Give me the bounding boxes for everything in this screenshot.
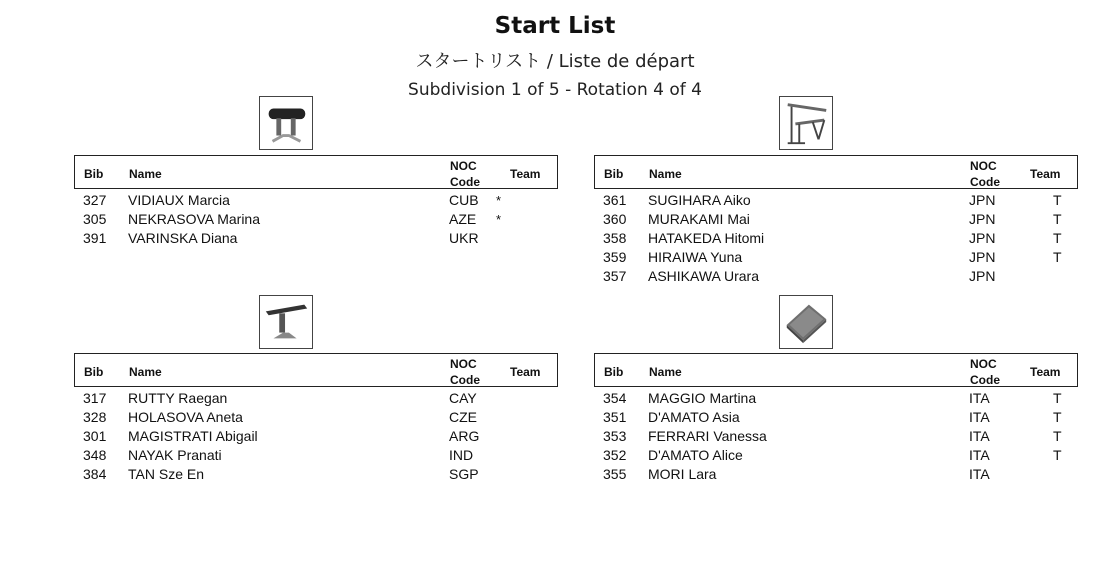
bib-cell: 355 (603, 466, 627, 482)
name-cell: NEKRASOVA Marina (128, 211, 261, 227)
team-marker: T (1053, 192, 1062, 208)
bib-cell: 317 (83, 390, 107, 406)
bib-column-header: Bib (84, 365, 104, 379)
table-row (594, 408, 1078, 427)
noc-cell: ITA (969, 466, 990, 482)
noc-cell: CUB (449, 192, 479, 208)
bib-cell: 328 (83, 409, 107, 425)
table-row (594, 267, 1078, 286)
name-column-header: Name (129, 167, 162, 181)
name-column-header: Name (649, 365, 682, 379)
table-row (74, 229, 558, 248)
noc-cell: CAY (449, 390, 477, 406)
noc-cell: ITA (969, 447, 990, 463)
noc-cell: IND (449, 447, 474, 463)
code-label: Code (970, 373, 1000, 387)
code-label: Code (970, 175, 1000, 189)
table-header (594, 155, 1078, 189)
noc-label: NOC (970, 357, 997, 371)
table-header (74, 353, 558, 387)
name-cell: RUTTY Raegan (128, 390, 228, 406)
team-marker: * (496, 212, 502, 227)
table-row (74, 389, 558, 408)
name-cell: D'AMATO Asia (648, 409, 740, 425)
table-row (74, 191, 558, 210)
table-row (594, 389, 1078, 408)
table-row (594, 248, 1078, 267)
name-cell: NAYAK Pranati (128, 447, 222, 463)
table-row (74, 210, 558, 229)
noc-code-column-header (450, 158, 480, 190)
page-subtitle: スタートリスト / Liste de départ (415, 51, 695, 72)
bib-cell: 354 (603, 390, 627, 406)
team-column-header: Team (1030, 167, 1061, 181)
noc-cell: JPN (969, 249, 996, 265)
team-marker: T (1053, 249, 1062, 265)
noc-label: NOC (450, 159, 477, 173)
noc-cell: UKR (449, 230, 479, 246)
bib-cell: 327 (83, 192, 107, 208)
pommel-horse-icon (259, 96, 313, 150)
start-list-panel-balance-beam (74, 353, 558, 484)
name-cell: VIDIAUX Marcia (128, 192, 230, 208)
table-row (74, 427, 558, 446)
name-cell: FERRARI Vanessa (648, 428, 767, 444)
bib-cell: 348 (83, 447, 107, 463)
name-column-header: Name (649, 167, 682, 181)
name-cell: HIRAIWA Yuna (648, 249, 743, 265)
noc-label: NOC (450, 357, 477, 371)
balance-beam-icon (259, 295, 313, 349)
bib-cell: 359 (603, 249, 627, 265)
table-row (594, 191, 1078, 210)
code-label: Code (450, 175, 480, 189)
bib-cell: 352 (603, 447, 627, 463)
team-column-header: Team (1030, 365, 1061, 379)
subdivision-rotation: Subdivision 1 of 5 - Rotation 4 of 4 (408, 80, 702, 100)
name-cell: MAGISTRATI Abigail (128, 428, 258, 444)
noc-cell: JPN (969, 211, 996, 227)
noc-cell: ITA (969, 409, 990, 425)
table-row (594, 210, 1078, 229)
name-cell: HOLASOVA Aneta (128, 409, 243, 425)
table-row (594, 427, 1078, 446)
start-list-panel-floor-exercise (594, 353, 1078, 484)
table-row (74, 465, 558, 484)
name-cell: ASHIKAWA Urara (648, 268, 759, 284)
table-row (74, 408, 558, 427)
noc-cell: AZE (449, 211, 477, 227)
name-cell: HATAKEDA Hitomi (648, 230, 765, 246)
bib-cell: 301 (83, 428, 107, 444)
noc-cell: SGP (449, 466, 479, 482)
noc-code-column-header (970, 158, 1000, 190)
name-cell: SUGIHARA Aiko (648, 192, 751, 208)
table-row (74, 446, 558, 465)
name-cell: MAGGIO Martina (648, 390, 757, 406)
noc-code-column-header (450, 356, 480, 388)
uneven-bars-icon (779, 96, 833, 150)
bib-cell: 384 (83, 466, 107, 482)
bib-cell: 358 (603, 230, 627, 246)
team-column-header: Team (510, 167, 541, 181)
bib-cell: 360 (603, 211, 627, 227)
name-column-header: Name (129, 365, 162, 379)
team-marker: T (1053, 428, 1062, 444)
bib-cell: 391 (83, 230, 107, 246)
noc-cell: JPN (969, 192, 996, 208)
noc-cell: ITA (969, 390, 990, 406)
noc-label: NOC (970, 159, 997, 173)
name-cell: MURAKAMI Mai (648, 211, 750, 227)
team-marker: T (1053, 447, 1062, 463)
table-row (594, 446, 1078, 465)
noc-cell: JPN (969, 230, 996, 246)
bib-column-header: Bib (84, 167, 104, 181)
bib-cell: 305 (83, 211, 107, 227)
noc-code-column-header (970, 356, 1000, 388)
bib-cell: 361 (603, 192, 627, 208)
name-cell: TAN Sze En (128, 466, 204, 482)
team-marker: T (1053, 230, 1062, 246)
bib-column-header: Bib (604, 167, 624, 181)
noc-cell: JPN (969, 268, 996, 284)
code-label: Code (450, 373, 480, 387)
table-header (74, 155, 558, 189)
name-cell: MORI Lara (648, 466, 717, 482)
noc-cell: ARG (449, 428, 480, 444)
team-marker: T (1053, 211, 1062, 227)
start-list-panel-pommel-horse (74, 155, 558, 248)
team-column-header: Team (510, 365, 541, 379)
start-list-panel-uneven-bars (594, 155, 1078, 286)
floor-exercise-icon (779, 295, 833, 349)
table-row (594, 229, 1078, 248)
bib-cell: 357 (603, 268, 627, 284)
bib-column-header: Bib (604, 365, 624, 379)
noc-cell: ITA (969, 428, 990, 444)
page-title: Start List (494, 13, 616, 39)
bib-cell: 353 (603, 428, 627, 444)
name-cell: D'AMATO Alice (648, 447, 743, 463)
team-marker: * (496, 193, 502, 208)
name-cell: VARINSKA Diana (128, 230, 238, 246)
team-marker: T (1053, 409, 1062, 425)
team-marker: T (1053, 390, 1062, 406)
table-row (594, 465, 1078, 484)
noc-cell: CZE (449, 409, 477, 425)
bib-cell: 351 (603, 409, 627, 425)
table-header (594, 353, 1078, 387)
